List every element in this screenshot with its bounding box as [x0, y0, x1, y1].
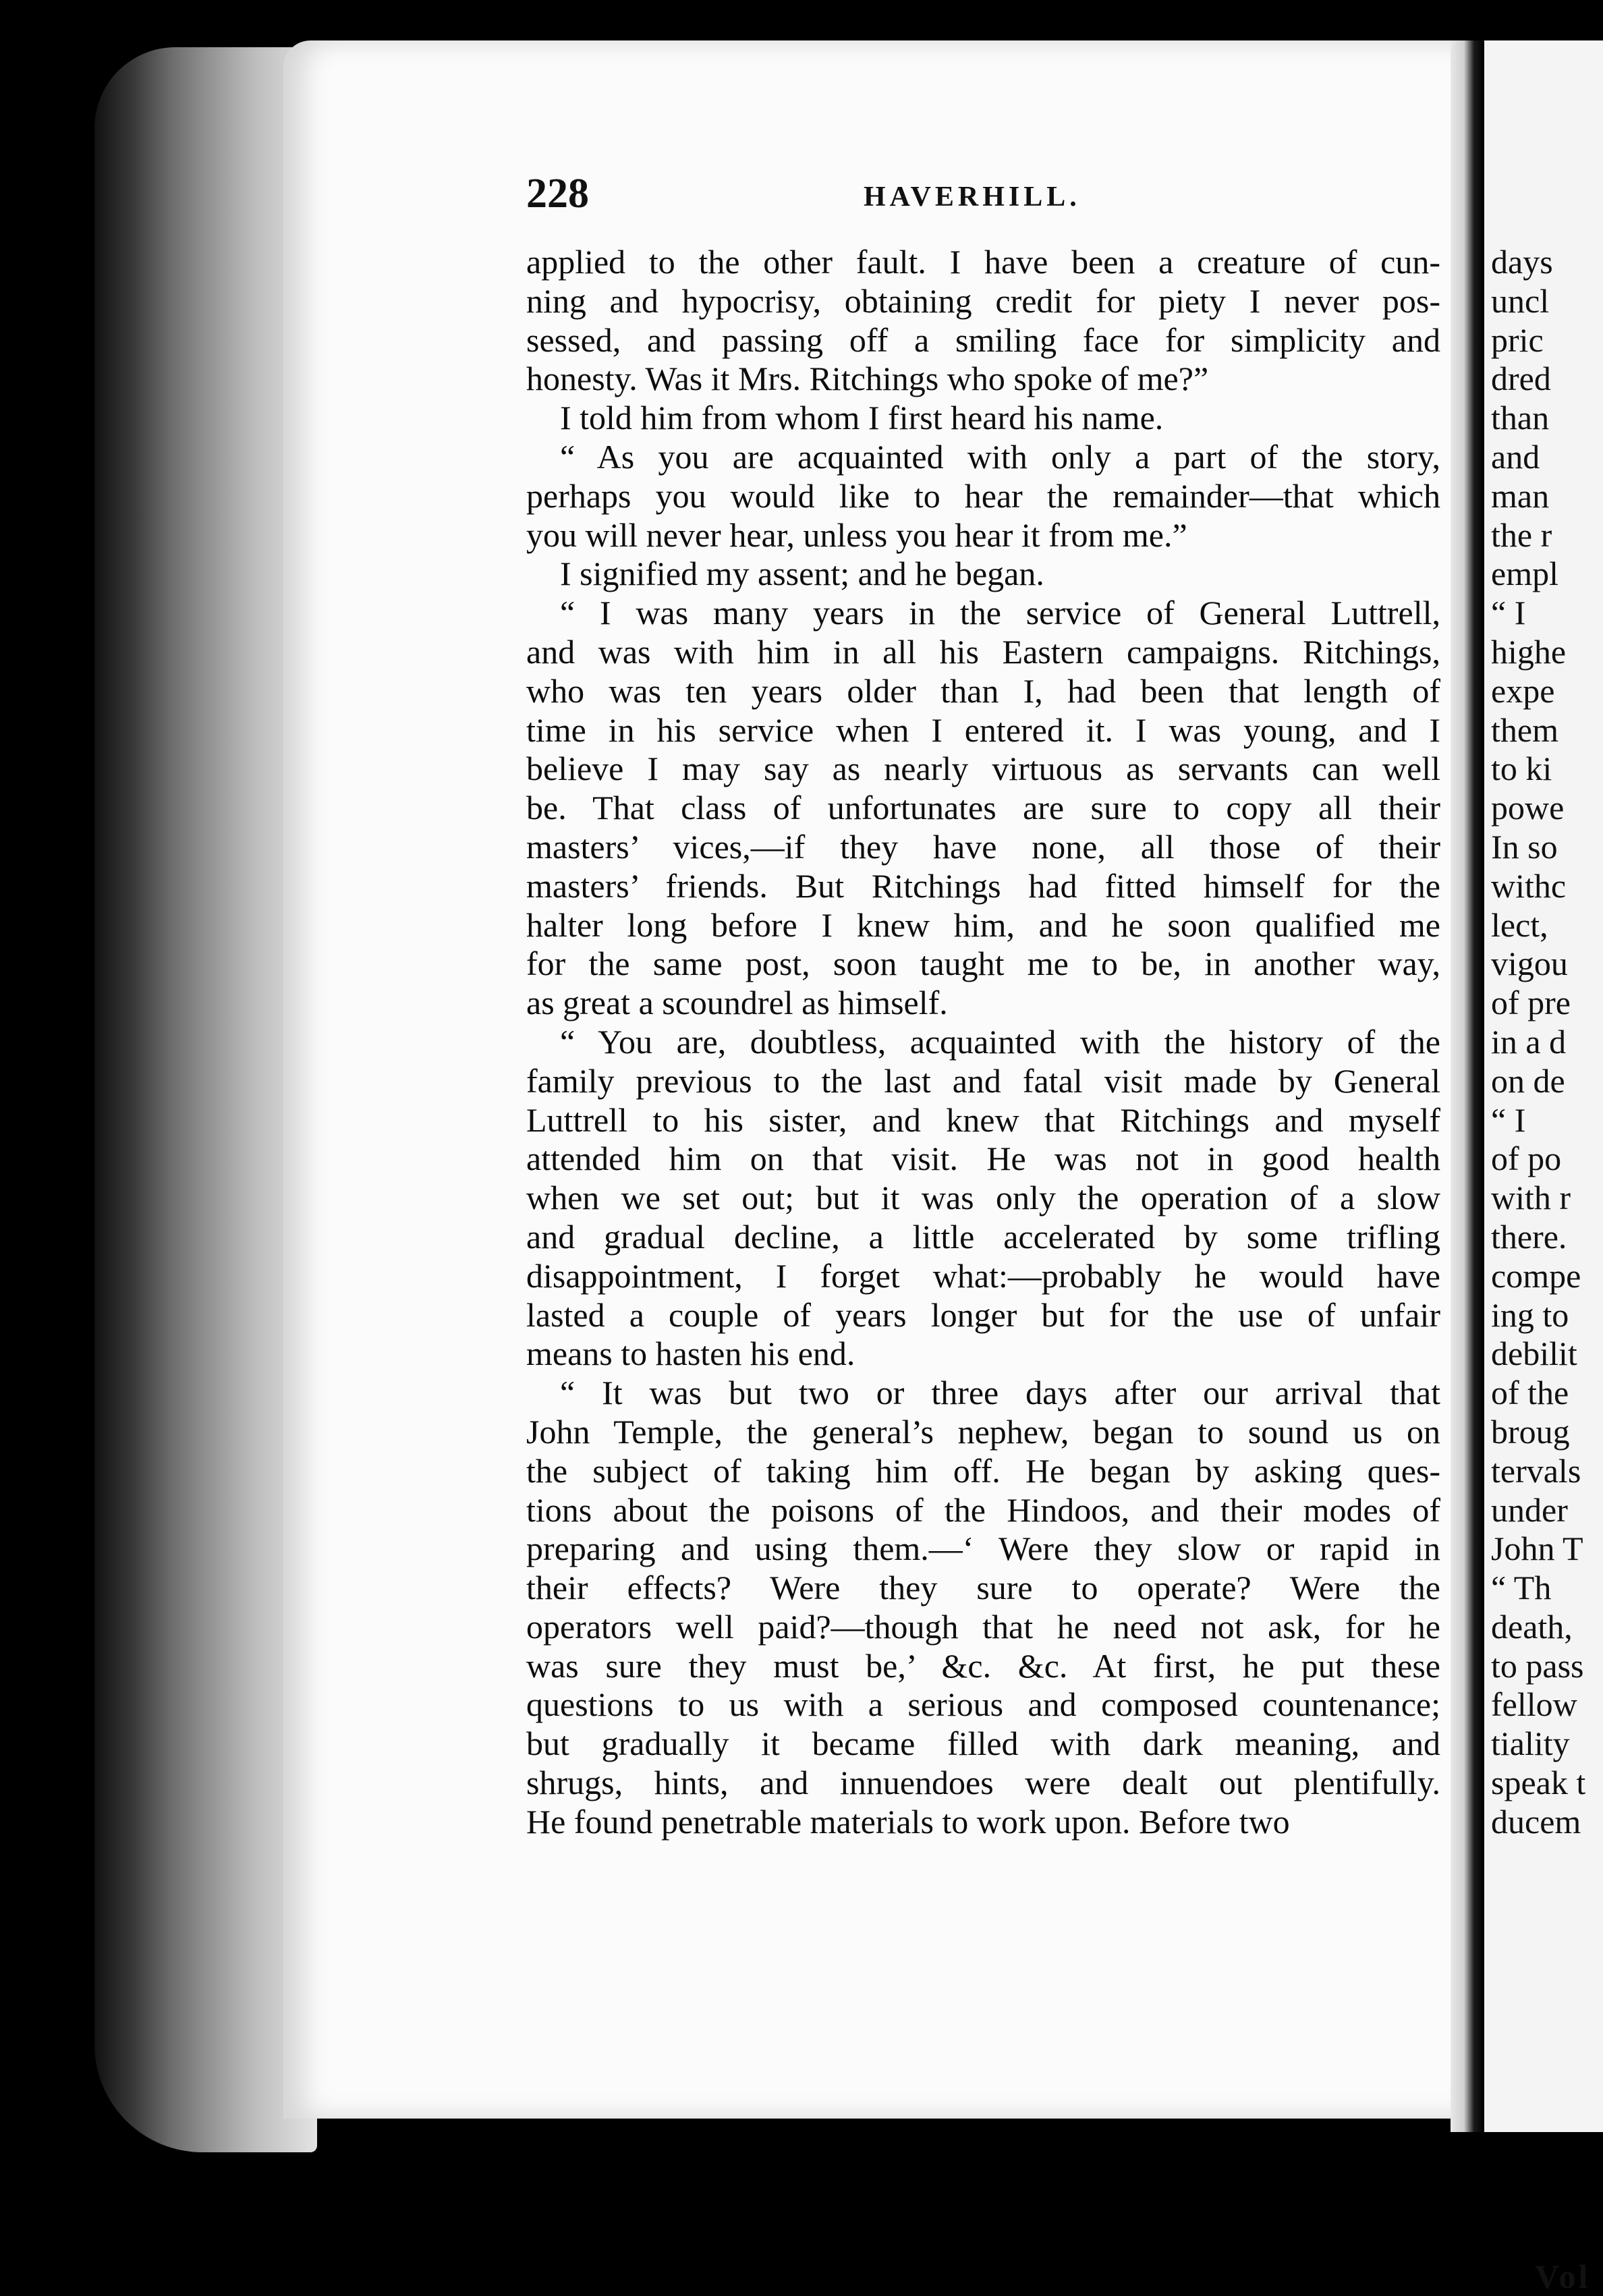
facing-text-fragment: expe [1491, 671, 1555, 710]
text-line: applied to the other fault. I have been a creature of cun- [526, 243, 1440, 281]
text-line: when we set out; but it was only the operation of a slow [526, 1179, 1440, 1217]
facing-text-fragment: “ I [1491, 1100, 1526, 1139]
text-line: time in his service when I entered it. I was young, and I [526, 710, 1440, 749]
facing-text-fragment: powe [1491, 789, 1565, 827]
text-line: “ You are, doubtless, acquainted with the history of the [560, 1022, 1440, 1061]
text-line: and was with him in all his Eastern campaigns. Ritchings, [526, 632, 1440, 671]
facing-text-fragment: pric [1491, 320, 1544, 359]
text-line: Luttrell to his sister, and knew that Ritchings and myself [526, 1100, 1440, 1139]
text-line: halter long before I knew him, and he soon qualified me [526, 905, 1440, 944]
text-line: ning and hypocrisy, obtaining credit for piety I never pos- [526, 281, 1440, 320]
facing-text-fragment: “ Th [1491, 1569, 1552, 1607]
facing-text-fragment: speak t [1491, 1764, 1586, 1802]
text-line: disappointment, I forget what:—probably he would have [526, 1256, 1440, 1295]
facing-text-fragment: highe [1491, 632, 1567, 671]
text-line: operators well paid?—though that he need not ask, for he [526, 1607, 1440, 1646]
facing-text-fragment: broug [1491, 1412, 1570, 1451]
text-line: masters’ friends. But Ritchings had fitted himself for the [526, 866, 1440, 905]
text-line: but gradually it became filled with dark meaning, and [526, 1725, 1440, 1763]
facing-page-footer: Vol [1535, 2258, 1591, 2295]
text-line: “ It was but two or three days after our arrival that [560, 1374, 1440, 1412]
text-line: you will never hear, unless you hear it from me.” [526, 515, 1187, 554]
text-line: honesty. Was it Mrs. Ritchings who spoke of me?” [526, 360, 1209, 398]
facing-text-fragment: compe [1491, 1256, 1581, 1295]
text-line: “ I was many years in the service of General Luttrell, [560, 594, 1440, 632]
facing-text-fragment: lect, [1491, 905, 1548, 944]
body-text [526, 243, 1440, 1842]
facing-text-fragment: tervals [1491, 1451, 1581, 1490]
facing-text-fragment: man [1491, 476, 1550, 515]
text-line: attended him on that visit. He was not in good health [526, 1140, 1440, 1178]
text-line: masters’ vices,—if they have none, all those of their [526, 827, 1440, 866]
facing-text-fragment: than [1491, 399, 1550, 437]
book-gutter [1451, 40, 1484, 2132]
facing-text-fragment: ducem [1491, 1802, 1581, 1841]
facing-text-fragment: with r [1491, 1179, 1571, 1217]
text-line: “ As you are acquainted with only a part of the story, [560, 437, 1440, 476]
text-line: shrugs, hints, and innuendoes were dealt out plentifully. [526, 1764, 1440, 1802]
facing-text-fragment: death, [1491, 1607, 1573, 1646]
text-line: family previous to the last and fatal visit made by General [526, 1061, 1440, 1100]
text-line: tions about the poisons of the Hindoos, and their modes of [526, 1490, 1440, 1529]
text-line: for the same post, soon taught me to be, in another way, [526, 945, 1440, 983]
facing-text-fragment: of pre [1491, 984, 1571, 1022]
facing-text-fragment: withc [1491, 866, 1567, 905]
text-line: preparing and using them.—‘ Were they slow or rapid in [526, 1530, 1440, 1568]
facing-text-fragment: of po [1491, 1140, 1562, 1178]
facing-text-fragment: tiality [1491, 1725, 1570, 1763]
facing-page-text [1491, 243, 1603, 1842]
text-line: I told him from whom I first heard his name. [560, 399, 1164, 437]
text-line: He found penetrable materials to work upon. Before two [526, 1802, 1290, 1841]
text-line: I signified my assent; and he began. [560, 555, 1044, 593]
text-line: who was ten years older than I, had been that length of [526, 671, 1440, 710]
facing-text-fragment: ing to [1491, 1295, 1569, 1334]
facing-text-fragment: empl [1491, 555, 1558, 593]
running-head: HAVERHILL. [864, 181, 1081, 213]
text-line: be. That class of unfortunates are sure to copy all their [526, 789, 1440, 827]
text-line: lasted a couple of years longer but for the use of unfair [526, 1295, 1440, 1334]
text-line: John Temple, the general’s nephew, began to sound us on [526, 1412, 1440, 1451]
text-line: and gradual decline, a little accelerated by some trifling [526, 1217, 1440, 1256]
facing-text-fragment: vigou [1491, 945, 1568, 983]
text-line: questions to us with a serious and composed countenance; [526, 1685, 1440, 1724]
facing-text-fragment: John T [1491, 1530, 1583, 1568]
facing-text-fragment: them [1491, 710, 1558, 749]
facing-text-fragment: and [1491, 437, 1540, 476]
text-line: was sure they must be,’ &c. &c. At first, he put these [526, 1646, 1440, 1685]
facing-text-fragment: on de [1491, 1061, 1565, 1100]
facing-text-fragment: there. [1491, 1217, 1567, 1256]
facing-text-fragment: fellow [1491, 1685, 1577, 1724]
text-line: means to hasten his end. [526, 1335, 855, 1373]
facing-text-fragment: the r [1491, 515, 1552, 554]
facing-text-fragment: to ki [1491, 750, 1552, 788]
text-line: the subject of taking him off. He began by asking ques- [526, 1451, 1440, 1490]
page-header [526, 170, 1440, 224]
facing-text-fragment: debilit [1491, 1335, 1577, 1373]
text-line: sessed, and passing off a smiling face for simplicity and [526, 320, 1440, 359]
text-line: their effects? Were they sure to operate? Were the [526, 1569, 1440, 1607]
facing-text-fragment: “ I [1491, 594, 1526, 632]
text-line: as great a scoundrel as himself. [526, 984, 948, 1022]
facing-text-fragment: uncl [1491, 281, 1550, 320]
facing-text-fragment: In so [1491, 827, 1558, 866]
text-line: perhaps you would like to hear the remainder—that which [526, 476, 1440, 515]
page-number: 228 [526, 171, 589, 217]
facing-text-fragment: in a d [1491, 1022, 1567, 1061]
text-line: believe I may say as nearly virtuous as servants can well [526, 750, 1440, 788]
facing-text-fragment: under [1491, 1490, 1568, 1529]
facing-text-fragment: of the [1491, 1374, 1569, 1412]
facing-text-fragment: to pass [1491, 1646, 1584, 1685]
facing-text-fragment: days [1491, 243, 1553, 281]
facing-text-fragment: dred [1491, 360, 1551, 398]
